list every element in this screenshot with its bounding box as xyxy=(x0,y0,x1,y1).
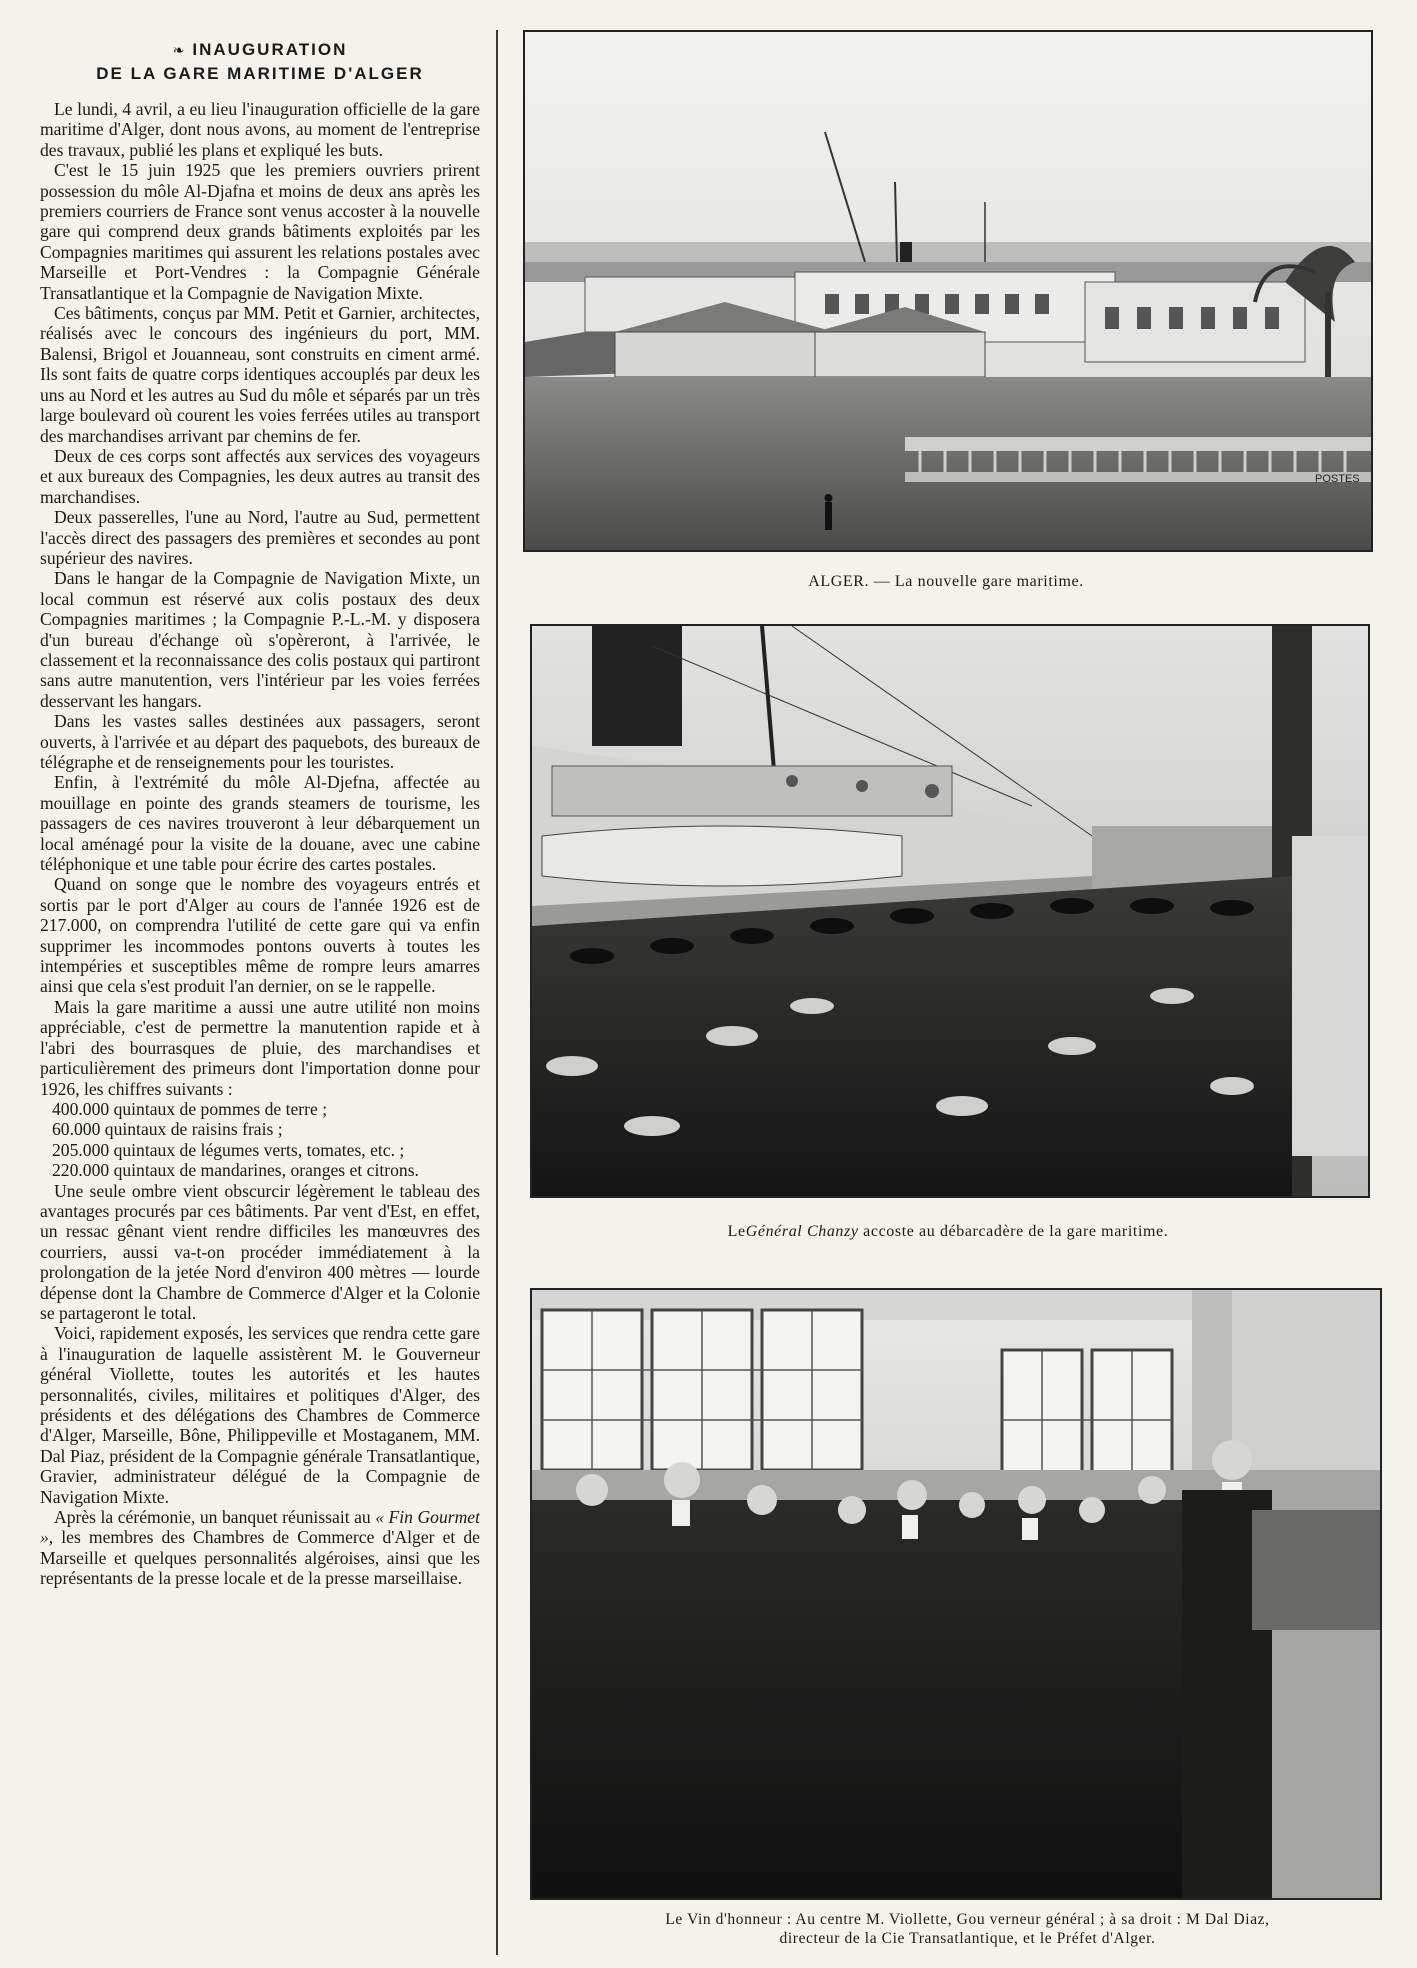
ship-crowd-illustration xyxy=(532,626,1368,1196)
import-figure-item: 60.000 quintaux de raisins frais ; xyxy=(52,1119,283,1140)
import-figure-item: 220.000 quintaux de mandarines, oranges et citrons. xyxy=(52,1160,419,1181)
headline-line-1: INAUGURATION xyxy=(192,40,348,59)
paragraph: Le lundi, 4 avril, a eu lieu l'inauguration officielle de la gare maritime d'Alger, dont nous avons, au moment de l'entreprise des travaux, publié les plans et expliqué les buts. xyxy=(40,99,480,160)
import-figure-item: 205.000 quintaux de légumes verts, tomates, etc. ; xyxy=(52,1139,405,1160)
paragraph-last xyxy=(40,1507,480,1589)
photo3-caption xyxy=(518,1910,1417,1948)
photo3-caption-line-2: directeur de la Cie Transatlantique, et le Préfet d'Alger. xyxy=(779,1930,1156,1947)
paragraph: C'est le 15 juin 1925 que les premiers ouvriers prirent possession du môle Al-Djafna et moins de deux ans après les premiers courriers de France sont venus accoster à la nouvelle gare qui comprend deux grands bâtiments exploités par les Compagnies maritimes qui assurent les relations postales avec Marseille et Port-Vendres : la Compagnie Générale Transatlantique et la Compagnie de Navigation Mixte. xyxy=(40,160,480,303)
photo-harbour-view xyxy=(523,30,1373,552)
column-divider xyxy=(496,30,498,1955)
photo1-caption: ALGER. — La nouvelle gare maritime. xyxy=(808,573,1084,590)
paragraph: Enfin, à l'extrémité du môle Al-Djefna, affectée au mouillage en pointe des grands steamers de tourisme, les passagers de ces navires trouveront à leur débarquement un local aménagé pour la visite de la douane, avec une cabine téléphonique et une table pour écrire des cartes postales. xyxy=(40,772,480,875)
article-body xyxy=(40,99,480,1589)
caption-suffix: accoste au débarcadère de la gare maritime. xyxy=(858,1223,1169,1240)
headline-ornament: ❧ xyxy=(172,42,187,58)
last-paragraph-start: Après la cérémonie, un banquet réunissait au xyxy=(54,1507,371,1528)
photo-ship-docking xyxy=(530,624,1370,1198)
photo2-caption xyxy=(530,1222,1366,1242)
paragraph: Une seule ombre vient obscurcir légèrement le tableau des avantages procurés par ces bâtiments. Par vent d'Est, en effet, un ressac gênant vient rendre difficiles les manœuvres des courriers, aussi va-t-on procéder immédiatement à la prolongation de la jetée Nord d'environ 400 mètres — lourde dépense dont la Chambre de Commerce d'Alger et la Colonie se partageront le total. xyxy=(40,1180,480,1323)
photo3-caption-line-1: Le Vin d'honneur : Au centre M. Viollette, Gou verneur général ; à sa droit : M Dal Diaz, xyxy=(665,1911,1270,1928)
postes-sign: POSTES xyxy=(1315,473,1360,485)
paragraph: Quand on songe que le nombre des voyageurs entrés et sortis par le port d'Alger au cours de l'année 1926 est de 217.000, on comprendra l'utilité de cette gare qui va enfin supprimer les incommodes pontons ouverts à toutes les intempéries et susceptibles même de rompre leurs amarres ainsi que cela s'est produit l'an dernier, on se le rappelle. xyxy=(40,874,480,997)
paragraph: Voici, rapidement exposés, les services que rendra cette gare à l'inauguration de laquelle assistèrent M. le Gouverneur général Viollette, toutes les autorités et les hautes personnalités, civiles, militaires et politiques d'Alger, des présidents et des délégations des Chambres de Commerce d'Alger, Marseille, Bône, Philippeville et Mostaganem, MM. Dal Piaz, président de la Compagnie générale Transatlantique, Gravier, administrateur délégué de la Compagnie de Navigation Mixte. xyxy=(40,1323,480,1507)
paragraph: Deux de ces corps sont affectés aux services des voyageurs et aux bureaux des Compagnies, les deux autres au transit des marchandises. xyxy=(40,445,480,507)
harbour-illustration xyxy=(525,32,1371,550)
photo-reception xyxy=(530,1288,1382,1900)
paragraph: Dans le hangar de la Compagnie de Navigation Mixte, un local commun est réservé aux colis postaux des deux Compagnies maritimes ; la Compagnie P.-L.-M. y disposera d'un bureau d'échange où s'opèreront, à l'arrivée, le classement et la reconnaissance des colis postaux qui partiront sans autre manutention, vers l'intérieur par les voies ferrées desservant les hangars. xyxy=(40,568,480,711)
caption-prefix: Le xyxy=(727,1223,746,1240)
last-paragraph-end: , les membres des Chambres de Commerce d'Alger et de Marseille et quelques personnalités algéroises, ainsi que les représentants de la presse locale et de la presse marseillaise. xyxy=(40,1527,480,1589)
article-headline xyxy=(40,38,480,85)
restaurant-name: « Fin Gourmet » xyxy=(40,1507,480,1548)
import-figure-item: 400.000 quintaux de pommes de terre ; xyxy=(52,1098,328,1119)
reception-illustration xyxy=(532,1290,1380,1898)
paragraph: Mais la gare maritime a aussi une autre utilité non moins appréciable, c'est de permettre la manutention rapide et à l'abri des bourrasques de pluie, des marchandises et particulièrement des primeurs dont l'importation donne pour 1926, les chiffres suivants : xyxy=(40,996,480,1099)
ship-name: Général Chanzy xyxy=(745,1223,859,1240)
paragraph: Ces bâtiments, conçus par MM. Petit et Garnier, architectes, réalisés avec le concours des ingénieurs du port, MM. Balensi, Brigol et Jouanneau, sont construits en ciment armé. Ils sont faits de quatre corps identiques accouplés par deux les uns au Nord et les autres au Sud du môle et séparés par un très large boulevard où courent les voies ferrées utiles au transport des marchandises arrivant par chemins de fer. xyxy=(40,303,480,446)
headline-line-2: DE LA GARE MARITIME D'ALGER xyxy=(96,64,424,83)
paragraph: Deux passerelles, l'une au Nord, l'autre au Sud, permettent l'accès direct des passagers des premières et secondes au pont supérieur des navires. xyxy=(40,507,480,568)
paragraph: Dans les vastes salles destinées aux passagers, seront ouverts, à l'arrivée et au départ des paquebots, des bureaux de télégraphe et de renseignements pour les touristes. xyxy=(40,711,480,772)
article-column xyxy=(40,38,480,1953)
